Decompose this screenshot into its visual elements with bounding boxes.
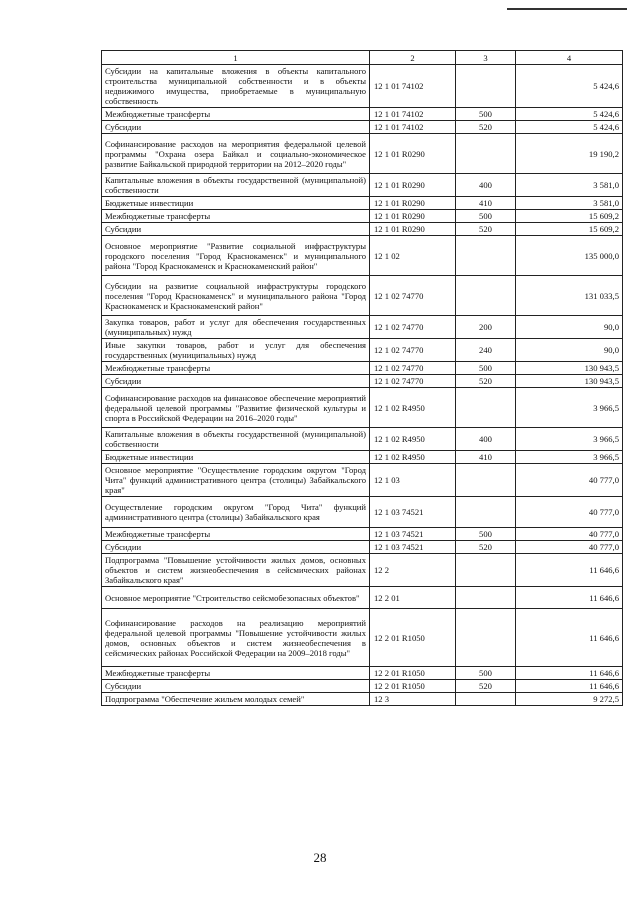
table-row [102,236,623,276]
row-amount-cell: 3 966,5 [516,388,623,428]
row-code-cell: 12 1 02 R4950 [370,388,456,428]
row-code-cell: 12 1 02 [370,236,456,276]
row-amount-cell: 3 581,0 [516,197,623,210]
top-rule [507,8,627,10]
row-code-cell: 12 1 02 R4950 [370,451,456,464]
row-code-cell: 12 1 02 74770 [370,316,456,339]
row-amount-cell: 40 777,0 [516,497,623,528]
row-amount-cell: 131 033,5 [516,276,623,316]
row-name-cell: Софинансирование расходов на реализацию мероприятий федеральной целевой программы "Повышение устойчивости жилых домов, основных объектов и систем жизнеобеспечения в сейсмических районах Российской Федерации на 2009–2018 годы" [102,609,370,667]
row-amount-cell: 3 966,5 [516,428,623,451]
row-type-cell: 520 [456,223,516,236]
row-type-cell: 400 [456,174,516,197]
row-code-cell: 12 1 01 74102 [370,108,456,121]
row-name-cell: Софинансирование расходов на мероприятия федеральной целевой программы "Охрана озера Байкал и социально-экономическое развитие Байкальской природной территории на 2012–2020 годы" [102,134,370,174]
table-row [102,680,623,693]
header-cell-3: 3 [456,51,516,65]
row-type-cell: 500 [456,528,516,541]
row-code-cell: 12 3 [370,693,456,706]
row-type-cell: 410 [456,197,516,210]
row-type-cell [456,276,516,316]
row-name-cell: Субсидии [102,375,370,388]
table-row [102,451,623,464]
row-type-cell: 520 [456,680,516,693]
row-amount-cell: 9 272,5 [516,693,623,706]
row-type-cell: 520 [456,121,516,134]
row-code-cell: 12 1 02 R4950 [370,428,456,451]
row-code-cell: 12 1 03 74521 [370,528,456,541]
table-row [102,134,623,174]
row-amount-cell: 90,0 [516,316,623,339]
table-row [102,667,623,680]
table-row [102,541,623,554]
row-amount-cell: 11 646,6 [516,667,623,680]
row-amount-cell: 5 424,6 [516,108,623,121]
row-name-cell: Подпрограмма "Повышение устойчивости жилых домов, основных объектов и систем жизнеобеспечения в сейсмических районах Забайкальского края" [102,554,370,587]
row-code-cell: 12 1 01 74102 [370,65,456,108]
header-cell-1: 1 [102,51,370,65]
row-name-cell: Подпрограмма "Обеспечение жильем молодых семей" [102,693,370,706]
table-row [102,65,623,108]
table-row [102,276,623,316]
row-name-cell: Иные закупки товаров, работ и услуг для обеспечения государственных (муниципальных) нужд [102,339,370,362]
row-name-cell: Капитальные вложения в объекты государственной (муниципальной) собственности [102,428,370,451]
row-amount-cell: 11 646,6 [516,554,623,587]
row-type-cell: 500 [456,210,516,223]
row-amount-cell: 5 424,6 [516,65,623,108]
table-row [102,693,623,706]
header-row [102,51,623,65]
row-code-cell: 12 2 [370,554,456,587]
table-row [102,174,623,197]
row-name-cell: Субсидии [102,223,370,236]
row-name-cell: Софинансирование расходов на финансовое обеспечение мероприятий федеральной целевой программы "Развитие физической культуры и спорта в Российской Федерации на 2016–2020 годы" [102,388,370,428]
header-cell-2: 2 [370,51,456,65]
row-name-cell: Межбюджетные трансферты [102,528,370,541]
row-type-cell [456,497,516,528]
row-code-cell: 12 1 01 R0290 [370,223,456,236]
row-amount-cell: 40 777,0 [516,528,623,541]
row-type-cell: 400 [456,428,516,451]
row-amount-cell: 40 777,0 [516,464,623,497]
table-row [102,587,623,609]
row-name-cell: Субсидии [102,680,370,693]
budget-table [101,50,623,706]
table-row [102,197,623,210]
row-code-cell: 12 1 02 74770 [370,276,456,316]
page-number: 28 [313,850,327,865]
row-type-cell [456,236,516,276]
row-type-cell [456,693,516,706]
row-name-cell: Межбюджетные трансферты [102,667,370,680]
table-row [102,362,623,375]
row-code-cell: 12 1 01 R0290 [370,134,456,174]
table-row [102,464,623,497]
row-amount-cell: 11 646,6 [516,609,623,667]
row-name-cell: Субсидии [102,121,370,134]
row-name-cell: Субсидии [102,541,370,554]
row-type-cell: 410 [456,451,516,464]
row-code-cell: 12 2 01 [370,587,456,609]
table-row [102,339,623,362]
row-amount-cell: 11 646,6 [516,680,623,693]
row-code-cell: 12 1 01 R0290 [370,197,456,210]
row-amount-cell: 135 000,0 [516,236,623,276]
row-name-cell: Осуществление городским округом "Город Чита" функций административного центра (столицы) Забайкальского края [102,497,370,528]
row-type-cell [456,388,516,428]
row-type-cell [456,134,516,174]
table-row [102,528,623,541]
table-row [102,388,623,428]
row-name-cell: Субсидии на капитальные вложения в объекты капитального строительства муниципальной собственности и в объекты недвижимого имущества, приобретаемые в муниципальную собственность [102,65,370,108]
row-amount-cell: 11 646,6 [516,587,623,609]
row-name-cell: Основное мероприятие "Развитие социальной инфраструктуры городского поселения "Город Краснокаменск" и муниципального района "Город Краснокаменск и Краснокаменский район" [102,236,370,276]
row-code-cell: 12 1 01 R0290 [370,174,456,197]
row-amount-cell: 19 190,2 [516,134,623,174]
row-type-cell: 500 [456,108,516,121]
row-code-cell: 12 2 01 R1050 [370,667,456,680]
row-amount-cell: 90,0 [516,339,623,362]
row-type-cell [456,554,516,587]
header-cell-4: 4 [516,51,623,65]
row-amount-cell: 15 609,2 [516,223,623,236]
row-code-cell: 12 1 02 74770 [370,375,456,388]
row-name-cell: Бюджетные инвестиции [102,451,370,464]
row-name-cell: Основное мероприятие "Строительство сейсмобезопасных объектов" [102,587,370,609]
row-type-cell [456,464,516,497]
row-type-cell: 200 [456,316,516,339]
row-amount-cell: 130 943,5 [516,375,623,388]
row-code-cell: 12 1 02 74770 [370,339,456,362]
row-code-cell: 12 2 01 R1050 [370,609,456,667]
row-amount-cell: 130 943,5 [516,362,623,375]
row-code-cell: 12 1 03 74521 [370,541,456,554]
table-row [102,428,623,451]
row-amount-cell: 5 424,6 [516,121,623,134]
table-row [102,210,623,223]
row-type-cell: 500 [456,667,516,680]
table-row [102,609,623,667]
row-amount-cell: 3 966,5 [516,451,623,464]
row-amount-cell: 15 609,2 [516,210,623,223]
row-name-cell: Капитальные вложения в объекты государственной (муниципальной) собственности [102,174,370,197]
row-name-cell: Межбюджетные трансферты [102,210,370,223]
row-type-cell: 520 [456,375,516,388]
table-row [102,554,623,587]
row-type-cell: 500 [456,362,516,375]
row-name-cell: Основное мероприятие "Осуществление городским округом "Город Чита" функций административного центра (столицы) Забайкальского края" [102,464,370,497]
row-name-cell: Закупка товаров, работ и услуг для обеспечения государственных (муниципальных) нужд [102,316,370,339]
table-row [102,121,623,134]
row-code-cell: 12 1 01 74102 [370,121,456,134]
row-type-cell [456,609,516,667]
row-code-cell: 12 1 01 R0290 [370,210,456,223]
row-type-cell: 520 [456,541,516,554]
table-row [102,316,623,339]
table-row [102,108,623,121]
row-name-cell: Межбюджетные трансферты [102,108,370,121]
row-name-cell: Субсидии на развитие социальной инфраструктуры городского поселения "Город Краснокаменск" и муниципального района "Город Краснокаменск и Краснокаменский район" [102,276,370,316]
table-row [102,223,623,236]
row-name-cell: Межбюджетные трансферты [102,362,370,375]
row-amount-cell: 40 777,0 [516,541,623,554]
table-row [102,497,623,528]
row-amount-cell: 3 581,0 [516,174,623,197]
row-code-cell: 12 2 01 R1050 [370,680,456,693]
budget-table-body [102,51,623,706]
row-type-cell [456,65,516,108]
row-code-cell: 12 1 03 [370,464,456,497]
table-row [102,375,623,388]
row-type-cell: 240 [456,339,516,362]
row-type-cell [456,587,516,609]
row-code-cell: 12 1 03 74521 [370,497,456,528]
row-name-cell: Бюджетные инвестиции [102,197,370,210]
row-code-cell: 12 1 02 74770 [370,362,456,375]
